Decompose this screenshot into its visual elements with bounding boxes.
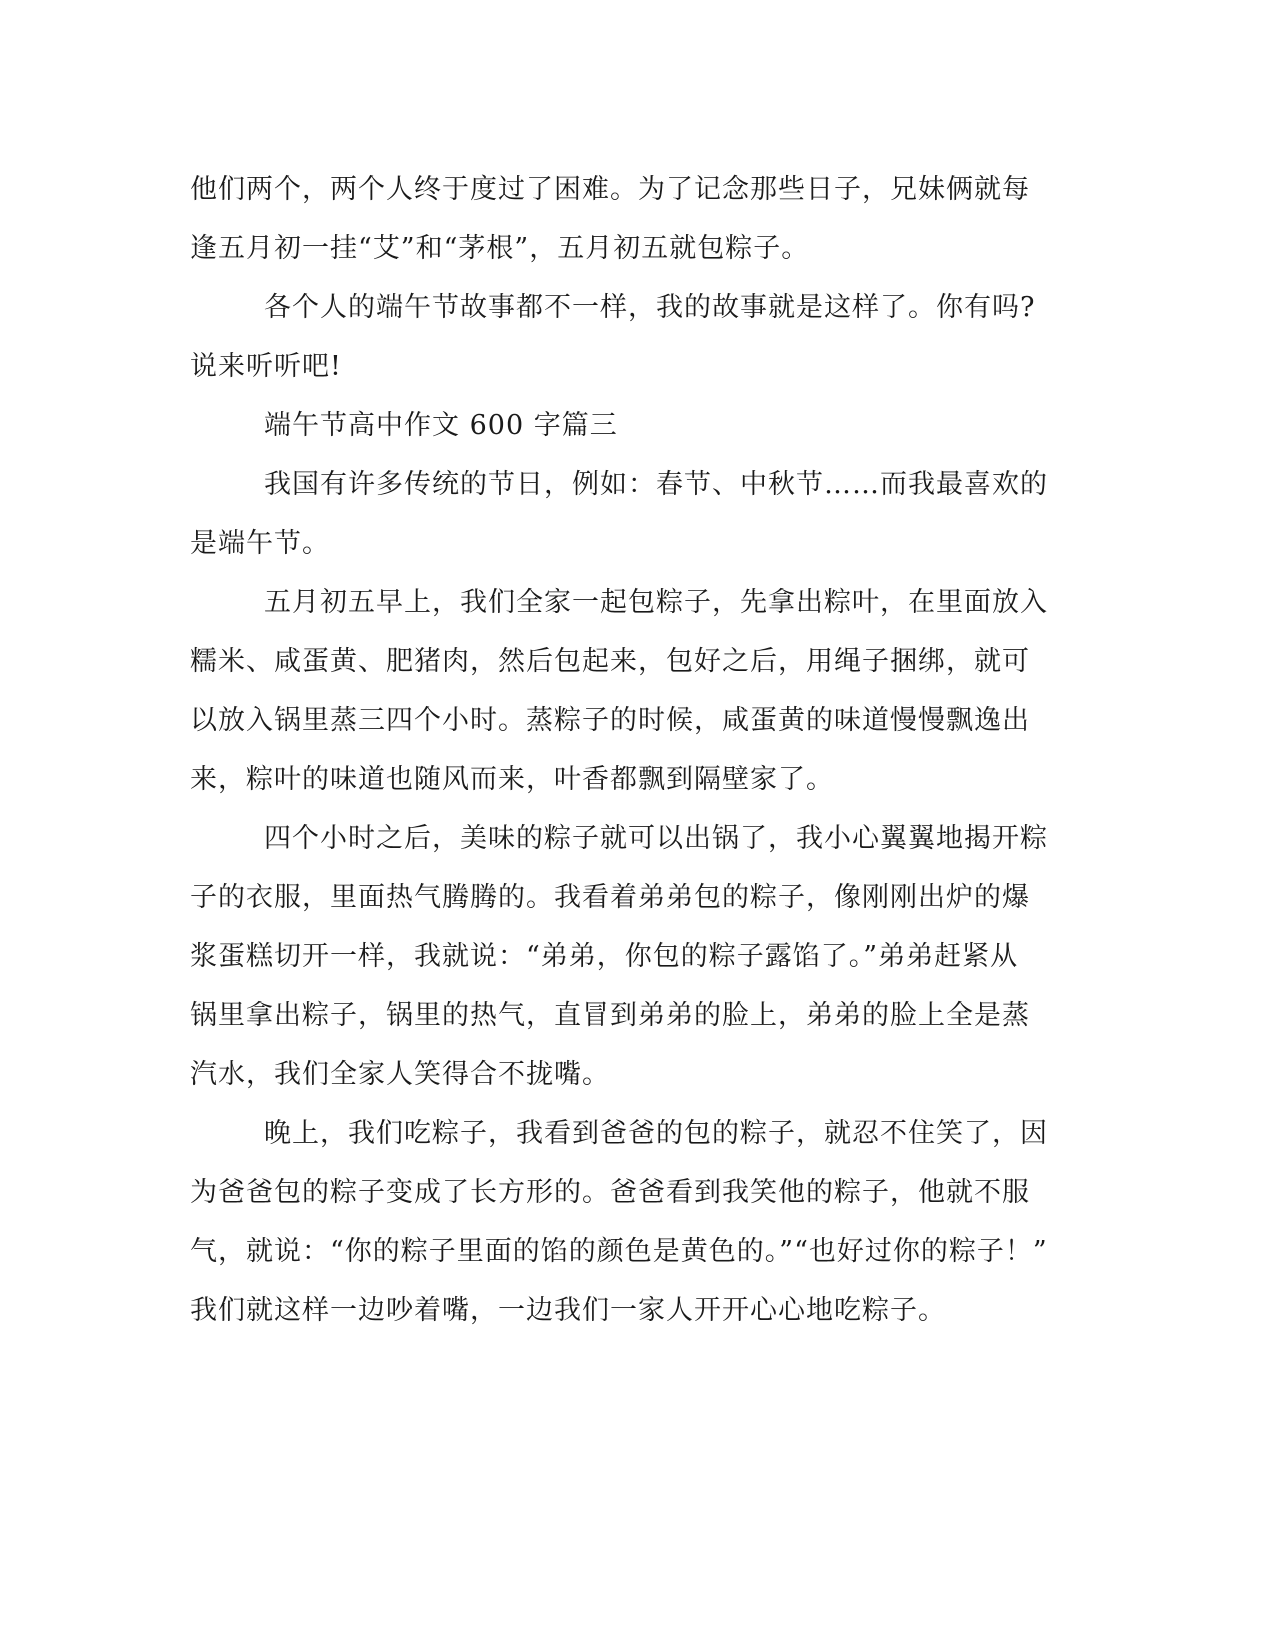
text-line: 为爸爸包的粽子变成了长方形的。爸爸看到我笑他的粽子，他就不服 [190, 1177, 1030, 1208]
text-line: 锅里拿出粽子，锅里的热气，直冒到弟弟的脸上，弟弟的脸上全是蒸 [190, 1000, 1030, 1031]
text-line: 糯米、咸蛋黄、肥猪肉，然后包起来，包好之后，用绳子捆绑，就可 [190, 646, 1030, 677]
text-line: 以放入锅里蒸三四个小时。蒸粽子的时候，咸蛋黄的味道慢慢飘逸出 [190, 705, 1030, 736]
text-line: 各个人的端午节故事都不一样，我的故事就是这样了。你有吗? [264, 292, 1036, 323]
text-line: 我国有许多传统的节日，例如：春节、中秋节……而我最喜欢的 [264, 469, 1048, 500]
text-line: 晚上，我们吃粽子，我看到爸爸的包的粽子，就忍不住笑了，因 [264, 1118, 1048, 1149]
text-line: 来，粽叶的味道也随风而来，叶香都飘到隔壁家了。 [190, 764, 834, 795]
paragraph-4 [190, 573, 1080, 809]
text-line: 四个小时之后，美味的粽子就可以出锅了，我小心翼翼地揭开粽 [264, 823, 1048, 854]
paragraph-2 [190, 278, 1080, 396]
text-line: 五月初五早上，我们全家一起包粽子，先拿出粽叶，在里面放入 [264, 587, 1048, 618]
text-line: 他们两个，两个人终于度过了困难。为了记念那些日子，兄妹俩就每 [190, 174, 1030, 205]
document-body [190, 160, 1080, 1340]
text-line: 说来听听吧! [190, 351, 342, 382]
text-line: 是端午节。 [190, 528, 330, 559]
paragraph-3 [190, 455, 1080, 573]
text-line: 子的衣服，里面热气腾腾的。我看着弟弟包的粽子，像刚刚出炉的爆 [190, 882, 1030, 913]
text-line: 汽水，我们全家人笑得合不拢嘴。 [190, 1059, 610, 1090]
paragraph-5 [190, 809, 1080, 1104]
text-line: 浆蛋糕切开一样，我就说：“弟弟，你包的粽子露馅了。”弟弟赶紧从 [190, 941, 1019, 972]
paragraph-1 [190, 160, 1080, 278]
text-line: 我们就这样一边吵着嘴，一边我们一家人开开心心地吃粽子。 [190, 1295, 946, 1326]
section-heading [190, 396, 1080, 455]
text-line: 气，就说：“你的粽子里面的馅的颜色是黄色的。”“也好过你的粽子！” [190, 1236, 1048, 1267]
heading-text: 端午节高中作文 600 字篇三 [264, 410, 618, 441]
paragraph-6 [190, 1104, 1080, 1340]
text-line: 逢五月初一挂“艾”和“茅根”，五月初五就包粽子。 [190, 233, 810, 264]
